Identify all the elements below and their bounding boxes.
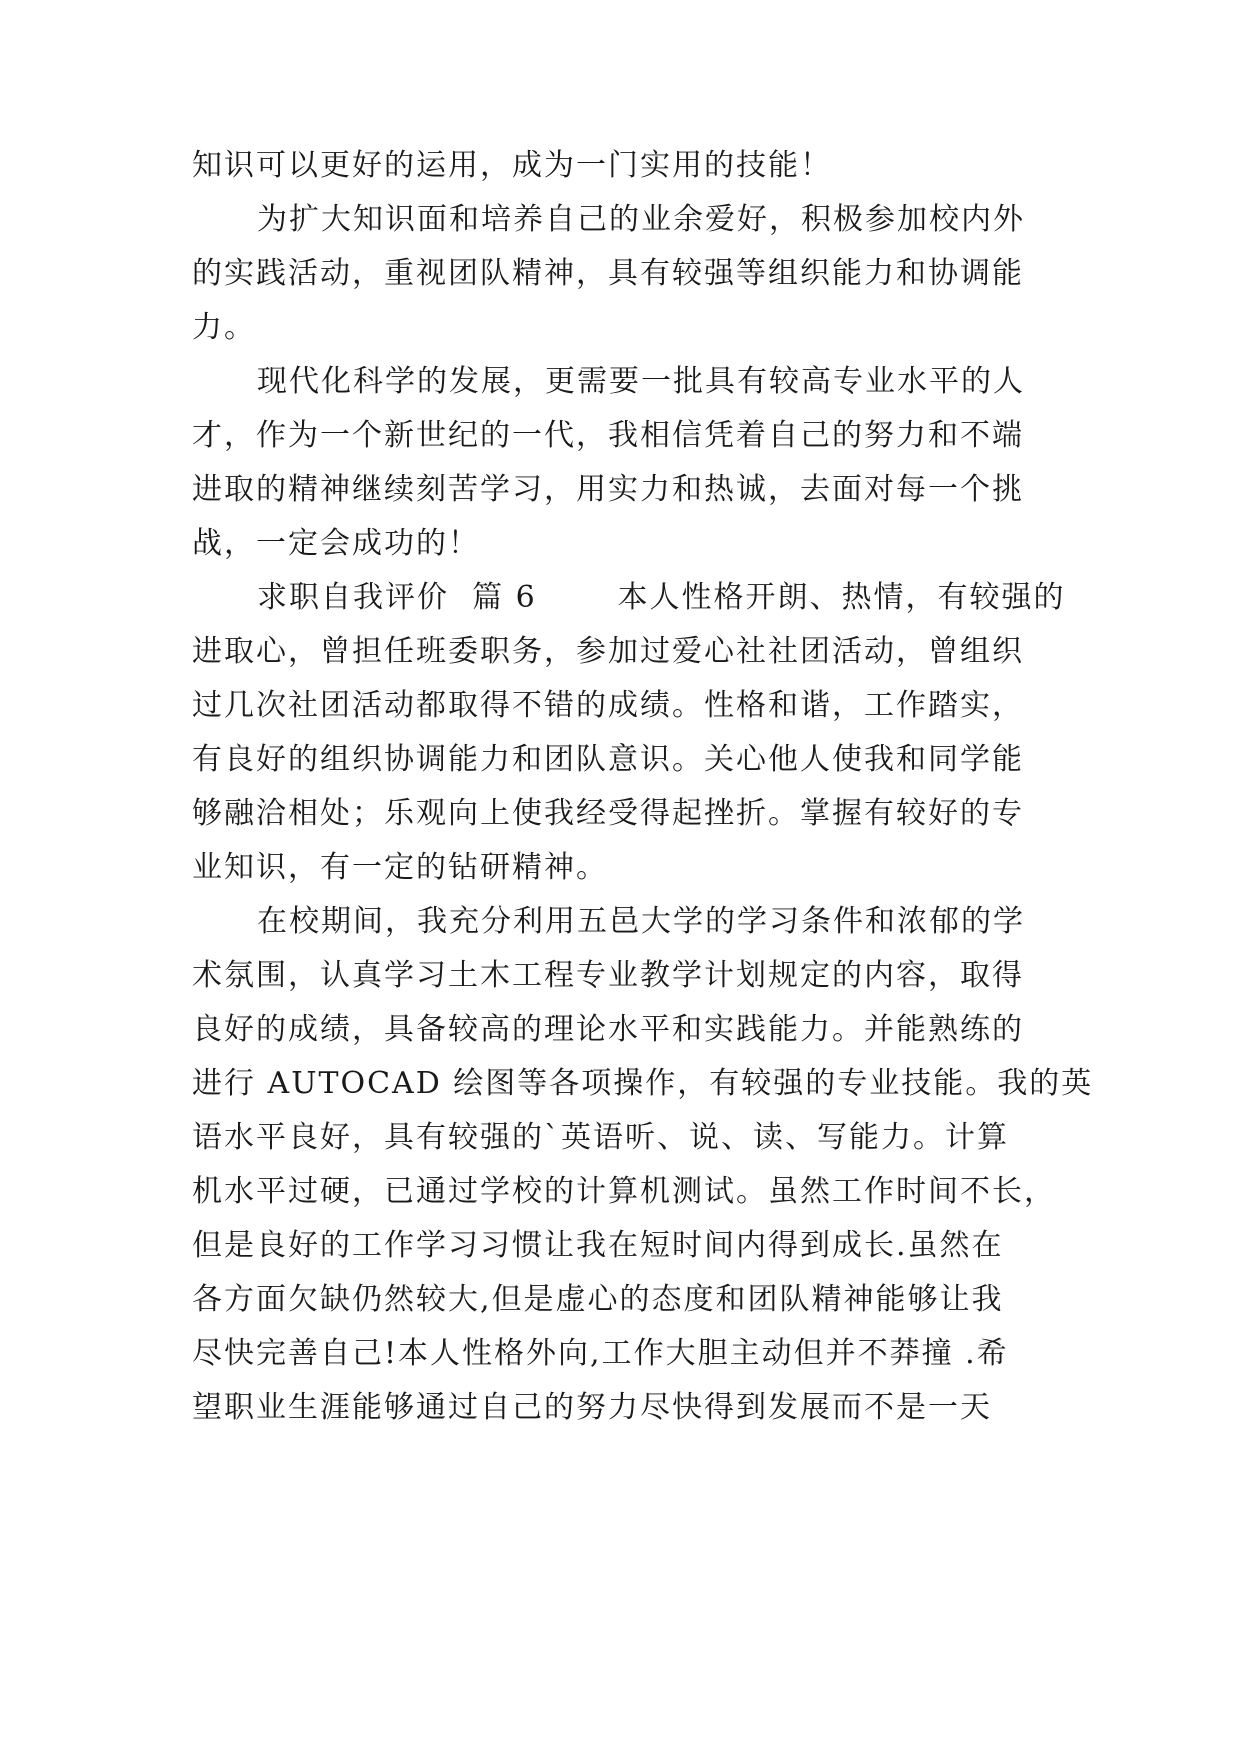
text-line: 过几次社团活动都取得不错的成绩。性格和谐，工作踏实， [192,688,1024,723]
text-line: 术氛围，认真学习土木工程专业教学计划规定的内容，取得 [192,958,1024,993]
text-line: 才，作为一个新世纪的一代，我相信凭着自己的努力和不端 [192,418,1024,453]
text-line: 进行 AUTOCAD 绘图等各项操作，有较强的专业技能。我的英 [192,1066,1094,1101]
text-line: 进取的精神继续刻苦学习，用实力和热诚，去面对每一个挑 [192,472,1024,507]
paragraph-start-line: 为扩大知识面和培养自己的业余爱好，积极参加校内外 [257,202,1025,237]
paragraph-start-line: 在校期间，我充分利用五邑大学的学习条件和浓郁的学 [257,904,1025,939]
text-line: 战，一定会成功的！ [192,526,480,561]
text-line: 尽快完善自己!本人性格外向,工作大胆主动但并不莽撞 .希 [192,1336,1009,1371]
text-line: 知识可以更好的运用，成为一门实用的技能！ [192,148,832,183]
section-heading-line: 求职自我评价 篇 6 本人性格开朗、热情，有较强的 [257,580,1066,615]
text-line: 但是良好的工作学习习惯让我在短时间内得到成长.虽然在 [192,1228,1004,1263]
text-line: 良好的成绩，具备较高的理论水平和实践能力。并能熟练的 [192,1012,1024,1047]
text-line: 有良好的组织协调能力和团队意识。关心他人使我和同学能 [192,742,1024,777]
text-line: 望职业生涯能够通过自己的努力尽快得到发展而不是一天 [192,1390,992,1425]
text-line: 业知识，有一定的钻研精神。 [192,850,608,885]
text-line: 的实践活动，重视团队精神，具有较强等组织能力和协调能 [192,256,1024,291]
text-line: 力。 [192,310,256,345]
text-line: 机水平过硬，已通过学校的计算机测试。虽然工作时间不长， [192,1174,1056,1209]
text-line: 进取心，曾担任班委职务，参加过爱心社社团活动，曾组织 [192,634,1024,669]
text-line: 够融洽相处；乐观向上使我经受得起挫折。掌握有较好的专 [192,796,1024,831]
paragraph-start-line: 现代化科学的发展，更需要一批具有较高专业水平的人 [257,364,1025,399]
text-line: 语水平良好，具有较强的`英语听、说、读、写能力。计算 [192,1120,1009,1155]
text-line: 各方面欠缺仍然较大,但是虚心的态度和团队精神能够让我 [192,1282,1004,1317]
